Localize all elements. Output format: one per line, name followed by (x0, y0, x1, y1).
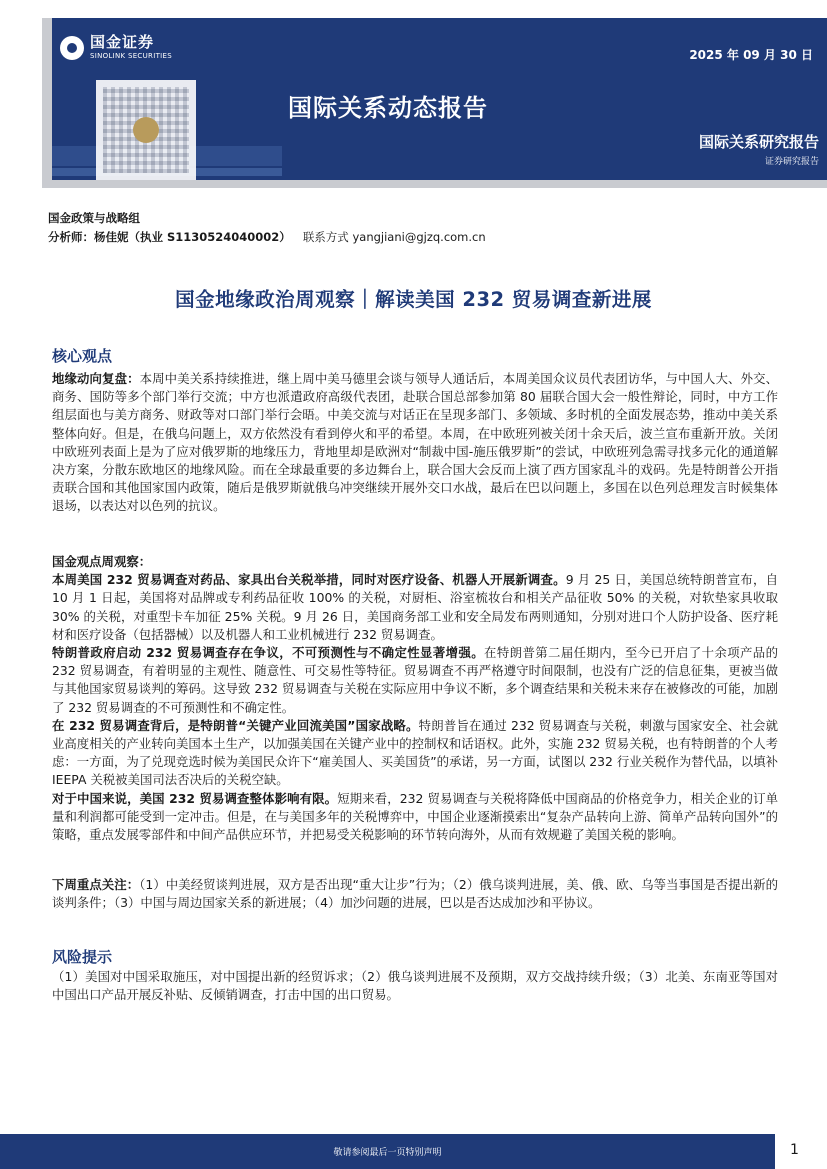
analyst-name: 杨佳妮（执业 S1130524040002） (94, 230, 291, 244)
logo-name-cn: 国金证券 (90, 33, 155, 51)
paragraph-lead: 下周重点关注： (52, 877, 140, 892)
research-group: 国金政策与战略组 (48, 211, 140, 225)
brand-logo (60, 35, 172, 60)
analyst-contact[interactable]: 联系方式 yangjiani@gjzq.com.cn (302, 230, 486, 244)
paragraph-body: 短期来看，232 贸易调查与关税将降低中国商品的价格竞争力，相关企业的订单量和利润都可能受到一定冲击。但是，在与美国多年的关税博弈中，中国企业逐渐摸索出“复杂产品转向上游、简单产品转向国外”的策略，重点发展零部件和中间产品供应环节，并把易受关税影响的环节转向海外，从而有效规避了美国关税的影响。 (52, 790, 778, 843)
report-type-title: 国际关系动态报告 (288, 94, 488, 122)
paragraph-geopolitics (52, 370, 778, 516)
report-category: 证券研究报告 (764, 157, 819, 167)
report-date: 2025 年 09 月 30 日 (689, 48, 813, 62)
paragraph-body: （1）美国对中国采取施压，对中国提出新的经贸诉求；（2）俄乌谈判进展不及预期，双方交战持续升级；（3）北美、东南亚等国对中国出口产品开展反补贴、反倾销调查，打击中国的出口贸易。 (52, 969, 778, 1003)
disclaimer-note[interactable]: 敬请参阅最后一页特别声明 (333, 1148, 442, 1158)
report-series: 国际关系研究报告 (698, 133, 819, 151)
paragraph-next-week (52, 876, 778, 912)
paragraph-body: 特朗普旨在通过 232 贸易调查与关税，刺激与国家安全、社会就业高度相关的产业转向美国本土生产，以加强美国在关键产业中的控制权和话语权。此外，实施 232 贸易关税，也有特朗普的个人考虑：一方面，为了兑现竞选时候为美国民众许下“雇美国人、买美国货”的承诺，另一方面，试图以 232 行业关税作为替代品，以填补 IEEPA 关税被美国司法否决后的关税空缺。 (52, 717, 778, 788)
document-title: 国金地缘政治周观察｜解读美国 232 贸易调查新进展 (175, 288, 652, 311)
paragraph-lead: 地缘动向复盘： (52, 371, 140, 386)
observation-title: 国金观点周观察： (52, 554, 152, 569)
paragraph-body: （1）中美经贸谈判进展，双方是否出现“重大让步”行为；（2）俄乌谈判进展，美、俄、欧、乌等当事国是否提出新的谈判条件；（3）中国与周边国家关系的新进展；（4）加沙问题的进展，巴以是否达成加沙和平协议。 (52, 877, 778, 911)
analyst-label: 分析师： (48, 230, 94, 244)
page-footer (0, 1134, 827, 1169)
paragraph-lead: 特朗普政府启动 232 贸易调查存在争议，不可预测性与不确定性显著增强。 (52, 645, 485, 661)
paragraph-body: 在特朗普第二届任期内，至今已开启了十余项产品的 232 贸易调查，有着明显的主观性、随意性、可交易性等特征。贸易调查不再严格遵守时间限制，也没有广泛的信息征集，更被当做与其他国家贸易谈判的筹码。这导致 232 贸易调查与关税在实际应用中争议不断，多个调查结果和关税未来存在被修改的可能，加剧了 232 贸易调查的不可预测性和不确定性。 (52, 645, 778, 715)
paragraph-lead: 在 232 贸易调查背后，是特朗普“关键产业回流美国”国家战略。 (52, 717, 419, 733)
analyst-line (48, 229, 486, 245)
logo-icon (60, 36, 84, 60)
section-heading-risk: 风险提示 (52, 948, 113, 966)
weekly-observation (52, 553, 778, 844)
paragraph-risk (52, 968, 778, 1004)
section-heading-core: 核心观点 (52, 347, 113, 365)
paragraph-body: 本周中美关系持续推进，继上周中美马德里会谈与领导人通话后，本周美国众议员代表团访华，与中国人大、外交、商务、国防等多个部门举行交流；中方也派遣政府高级代表团，赴联合国总部参加第 80 届联合国大会一般性辩论，同时，中方工作组层面也与美方商务、财政等对口部门举行会晤。中美交流与对话正在呈现多部门、多领域、多时机的全面发展态势，推动中美关系整体向好。但是，在俄乌问题上，双方依然没有看到停火和平的希望。本周，在中欧班列被关闭十余天后，波兰宣布重新开放。关闭中欧班列表面上是为了应对俄罗斯的地缘压力，背地里却是欧洲对“制裁中国-施压俄罗斯”的尝试，中欧班列急需寻找多元化的通道解决方案，分散东欧地区的地缘风险。而在全球最重要的多边舞台上，联合国大会反而上演了西方国家乱斗的戏码。先是特朗普公开指责联合国和其他国家国内政策，随后是俄罗斯就俄乌冲突继续开展外交口水战，最后在巴以问题上，多国在以色列总理发言时候集体退场，以表达对以色列的抗议。 (52, 371, 779, 514)
qr-code (96, 80, 196, 180)
paragraph-lead: 对于中国来说，美国 232 贸易调查整体影响有限。 (52, 790, 338, 806)
logo-name-en: SINOLINK SECURITIES (90, 52, 172, 60)
paragraph-body: 9 月 25 日，美国总统特朗普宣布，自 10 月 1 日起，美国将对品牌或专利药品征收 100% 的关税，对厨柜、浴室梳妆台和相关产品征收 50% 的关税，对软垫家具收取 30% 的关税，对重型卡车加征 25% 关税。9 月 26 日，美国商务部工业和安全局发布两则通知，分别对进口个人防护设备、医疗耗材和医疗设备（包括器械）以及机器人和工业机械进行 232 贸易调查。 (52, 572, 779, 642)
paragraph-lead: 本周美国 232 贸易调查对药品、家具出台关税举措，同时对医疗设备、机器人开展新调查。 (52, 572, 566, 588)
report-header (52, 18, 827, 180)
qr-logo-icon (133, 117, 159, 143)
page-number: 1 (790, 1142, 799, 1158)
